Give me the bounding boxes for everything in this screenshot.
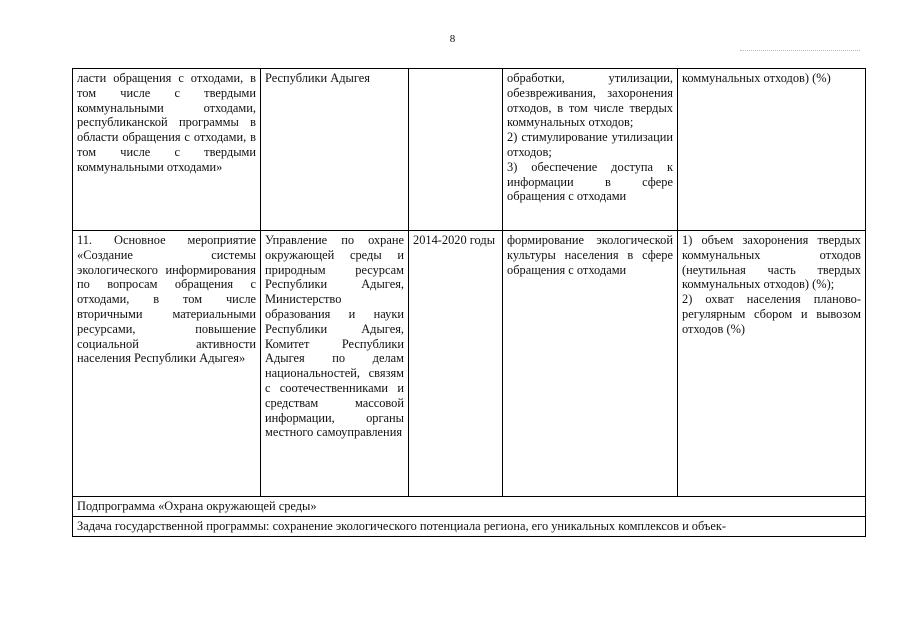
scan-artifact-line (740, 50, 860, 51)
expected-result-cell: обработки, утилизации, обезвреживания, захоронения отходов, в том числе твердых коммунальных отходов; 2) стимулирование утилизации отходов; 3) обеспечение доступа к информации в сфере обращения с отходами (503, 69, 678, 231)
page-number: 8 (449, 33, 456, 45)
responsible-executor-cell: Управление по охране окружающей среды и природным ресурсам Республики Адыгея, Министерство образования и науки Республики Адыгея, Комитет Республики Адыгея по делам национальностей, связям с соотечественниками и средствам массовой информации, органы местного самоуправления (261, 231, 409, 497)
table-row-task (73, 516, 866, 536)
indicator-cell: 1) объем захоронения твердых коммунальных отходов (неутильная часть твердых коммунальных отходов) (%); 2) охват населения планово-регулярным сбором и вывозом отходов (%) (678, 231, 866, 497)
table-row-continuation (73, 69, 866, 231)
measure-name-cell: ласти обращения с отходами, в том числе с твердыми коммунальными отходами, республиканской программы в области обращения с отходами, в том числе с твердыми коммунальными отходами» (73, 69, 261, 231)
program-measures-table (72, 68, 866, 537)
table-row-measure-11 (73, 231, 866, 497)
period-cell (409, 69, 503, 231)
subprogram-title-cell: Подпрограмма «Охрана окружающей среды» (73, 497, 866, 517)
indicator-cell: коммунальных отходов) (%) (678, 69, 866, 231)
expected-result-cell: формирование экологической культуры населения в сфере обращения с отходами (503, 231, 678, 497)
period-cell: 2014-2020 годы (409, 231, 503, 497)
measure-name-cell: 11. Основное мероприятие «Создание системы экологического информирования по вопросам обращения с отходами, в том числе вторичными материальными ресурсами, повышение социальной активности населения Республики Адыгея» (73, 231, 261, 497)
program-task-cell: Задача государственной программы: сохранение экологического потенциала региона, его уникальных комплексов и объек- (73, 516, 866, 536)
responsible-executor-cell: Республики Адыгея (261, 69, 409, 231)
table-row-subprogram (73, 497, 866, 517)
